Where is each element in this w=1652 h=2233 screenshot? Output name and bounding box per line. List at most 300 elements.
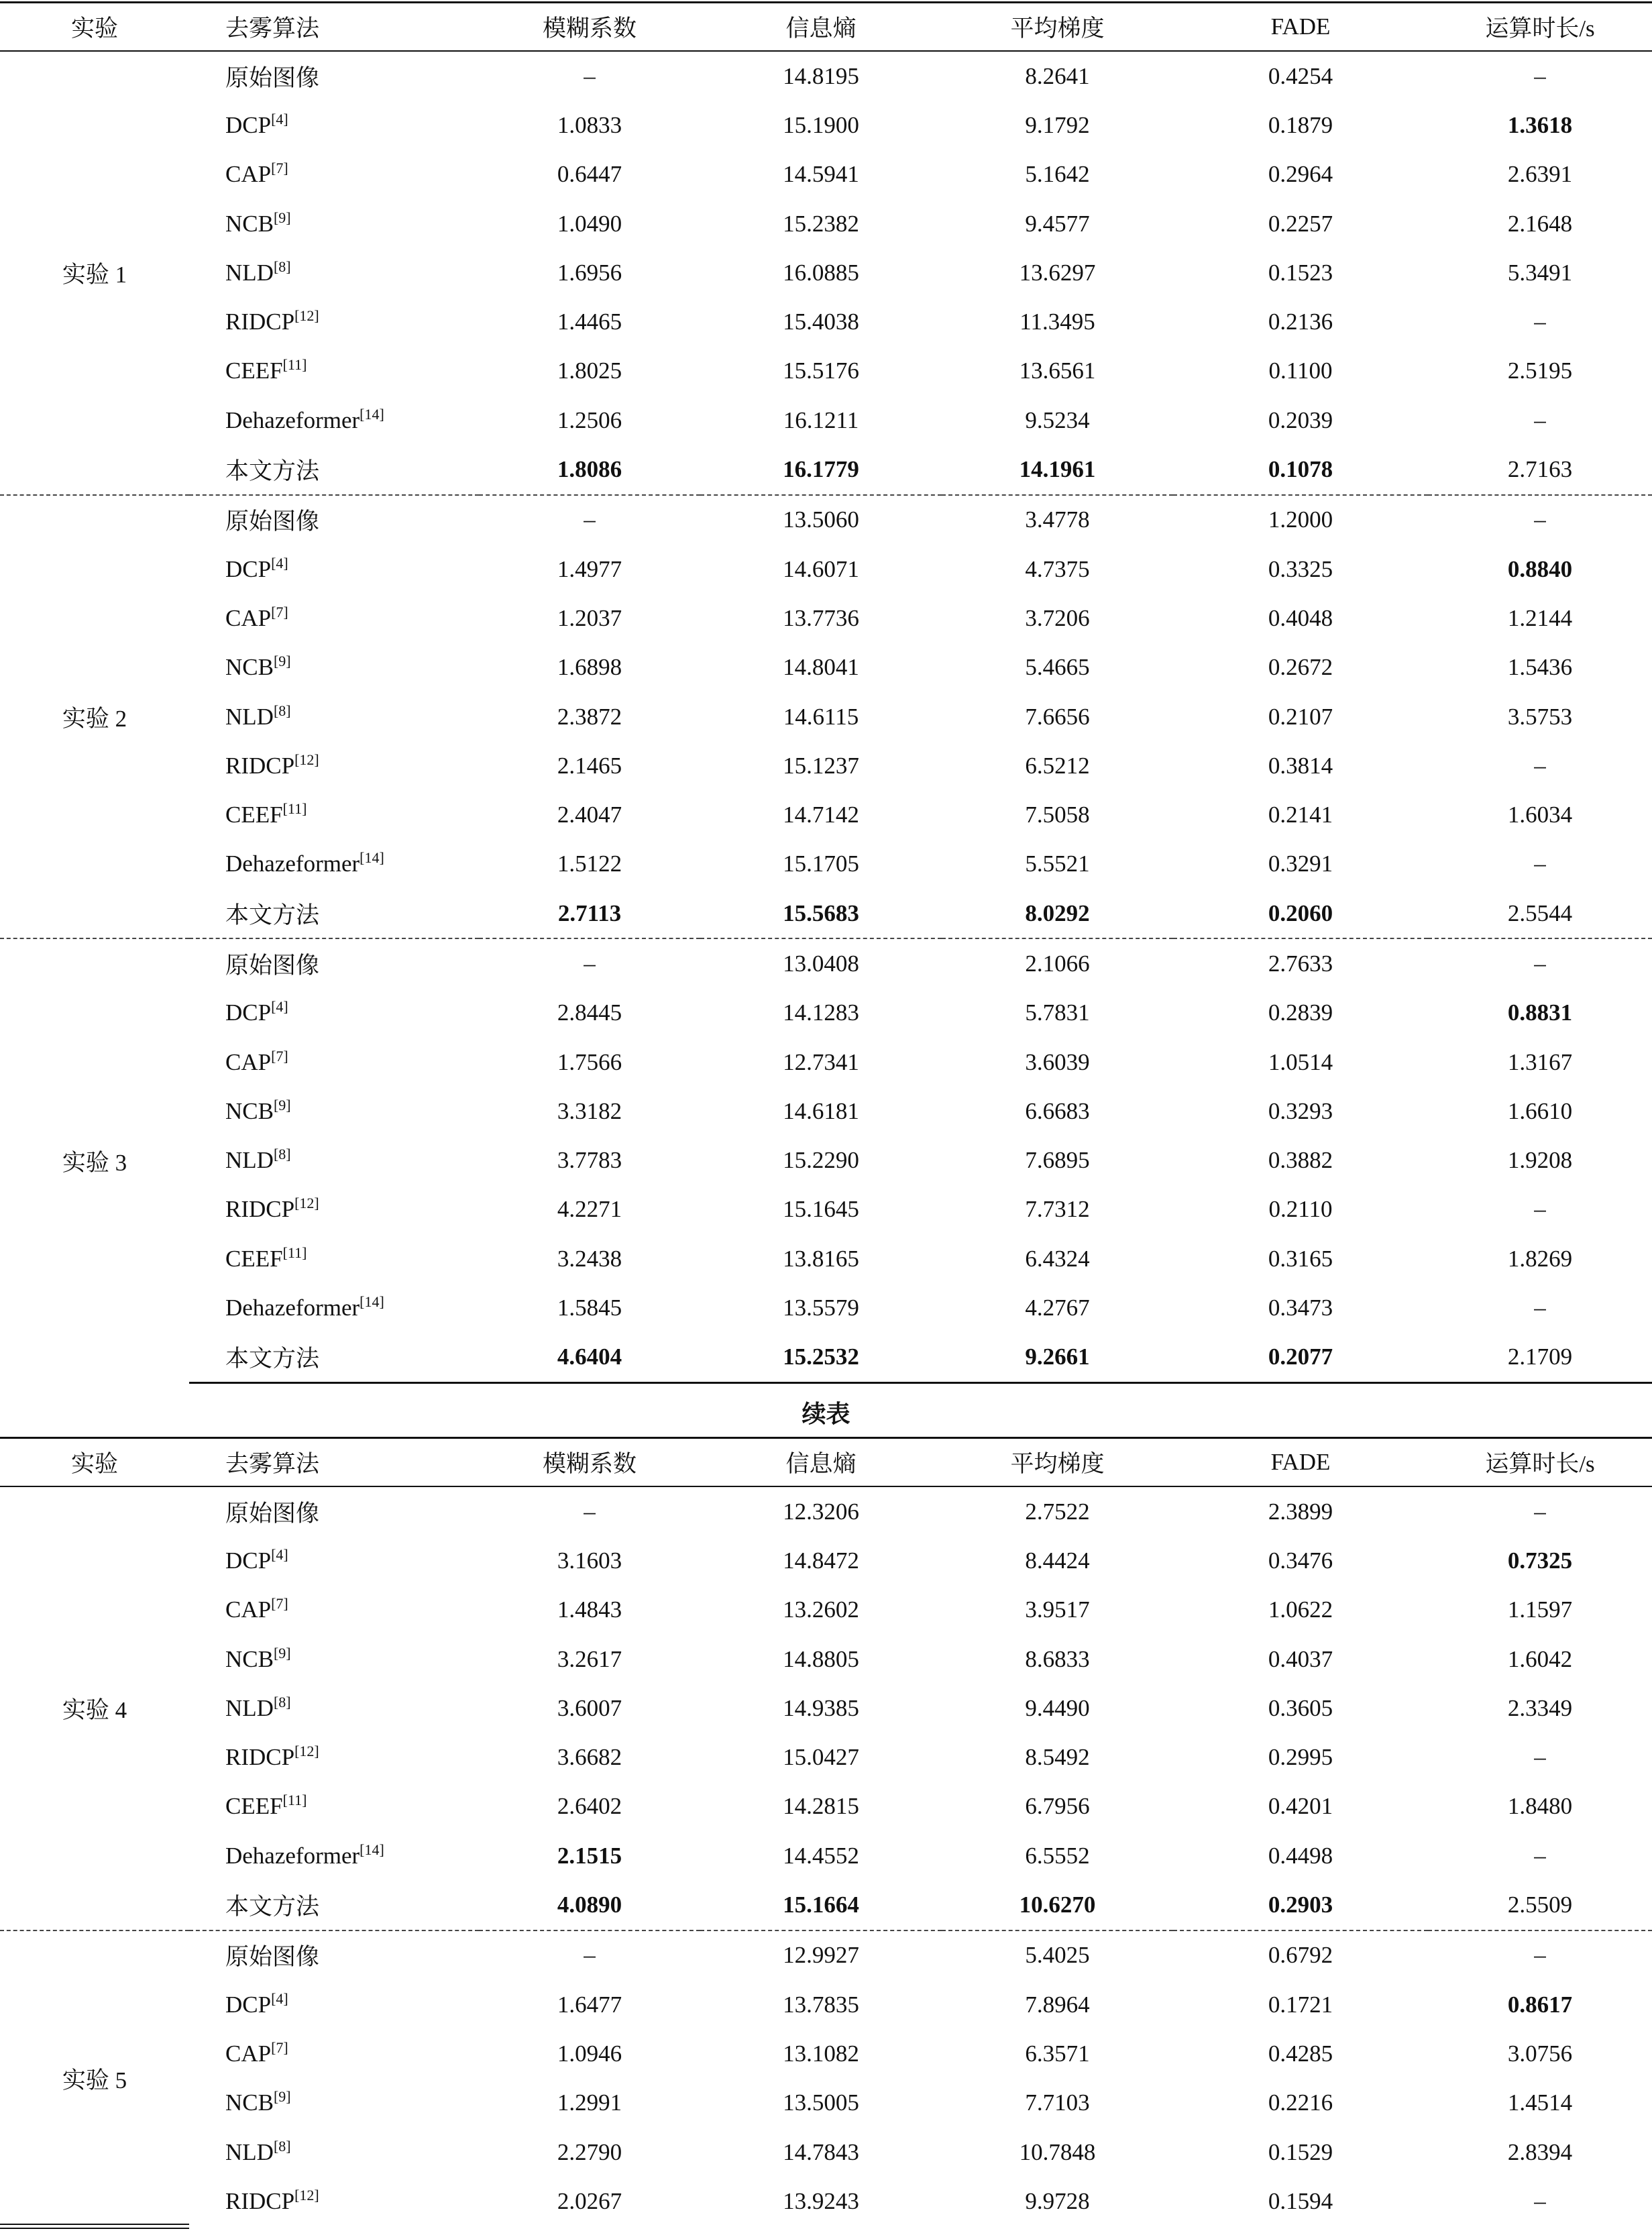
metric-cell: 1.6034	[1507, 802, 1573, 828]
column-header: 实验	[70, 15, 118, 42]
metric-cell: 14.6115	[783, 703, 859, 730]
metric-cell: –	[1534, 2187, 1546, 2214]
metric-cell: 14.5941	[783, 161, 859, 188]
column-header: FADE	[1270, 13, 1331, 40]
metric-cell: 5.4665	[1025, 654, 1090, 681]
table-row	[0, 150, 1652, 199]
algorithm-name	[189, 594, 479, 643]
metric-cell: –	[1534, 406, 1546, 433]
metric-cell: 14.8805	[783, 1645, 859, 1672]
metric-cell: 2.5544	[1507, 900, 1573, 926]
metric-cell: 2.6391	[1507, 161, 1573, 188]
citation-ref: [14]	[360, 849, 384, 867]
algorithm-name	[189, 938, 479, 988]
metric-cell: 11.3495	[1020, 309, 1095, 335]
metric-cell: 2.8394	[1507, 2138, 1573, 2165]
metric-cell: 3.1603	[557, 1547, 622, 1574]
algorithm-name	[189, 1234, 479, 1283]
table-row	[0, 790, 1652, 839]
table-row	[0, 1185, 1652, 1234]
algorithm-name	[189, 790, 479, 839]
metric-cell: 10.7848	[1019, 2138, 1096, 2165]
metric-cell	[1173, 1880, 1428, 1930]
metric-cell: 2.1465	[557, 752, 622, 779]
algorithm-name	[189, 2079, 479, 2128]
best-value: 15.1664	[783, 1892, 859, 1918]
header-row	[0, 3, 1652, 52]
citation-ref: [12]	[294, 2186, 319, 2203]
metric-cell	[700, 445, 942, 494]
metric-cell	[479, 1880, 700, 1930]
metric-cell: 1.8269	[1507, 1245, 1573, 1272]
table-row	[0, 989, 1652, 1038]
continued-caption: 续表	[802, 1401, 850, 1427]
metric-cell: 6.6683	[1025, 1097, 1090, 1124]
metric-cell: 5.7831	[1025, 999, 1090, 1026]
algorithm-label: RIDCP	[225, 1196, 295, 1223]
metric-cell	[479, 445, 700, 494]
metric-cell: 12.3206	[783, 1498, 859, 1525]
metric-cell: 14.8041	[783, 654, 859, 681]
best-value: 15.2532	[783, 1344, 859, 1370]
citation-ref: [9]	[273, 1644, 291, 1662]
table-row	[0, 1038, 1652, 1087]
metric-cell	[479, 1333, 700, 1383]
algorithm-label: Dehazeformer	[225, 406, 360, 433]
citation-ref: [9]	[273, 653, 291, 670]
column-header: 平均梯度	[1010, 15, 1105, 42]
table-row	[0, 1333, 1652, 1383]
metric-cell: 14.7142	[783, 802, 859, 828]
column-header: 信息熵	[785, 15, 857, 42]
metric-cell: 15.4038	[783, 309, 859, 335]
algorithm-label: NCB	[225, 2089, 274, 2116]
citation-ref: [12]	[294, 1195, 319, 1212]
algorithm-label: DCP	[225, 1991, 272, 2018]
citation-ref: [9]	[273, 2088, 291, 2106]
metric-cell: 1.2991	[557, 2089, 622, 2116]
metric-cell: 1.1597	[1507, 1596, 1573, 1623]
table-row	[0, 1733, 1652, 1782]
metric-cell: 3.9517	[1025, 1596, 1090, 1623]
metric-cell: 1.2144	[1507, 604, 1573, 631]
metric-cell: 0.3291	[1268, 851, 1333, 877]
citation-ref: [11]	[282, 1244, 307, 1261]
metric-cell: 1.6956	[557, 259, 622, 286]
metric-cell: 14.4552	[783, 1842, 859, 1869]
metric-cell: 15.1900	[783, 111, 859, 138]
table-row	[0, 938, 1652, 988]
metric-cell: 3.2438	[557, 1245, 622, 1272]
algorithm-label: NCB	[225, 1097, 274, 1124]
algorithm-name	[189, 1136, 479, 1185]
metric-cell: 0.2257	[1268, 210, 1333, 237]
citation-ref: [8]	[273, 1146, 291, 1163]
metric-cell: 0.2110	[1268, 1196, 1333, 1223]
citation-ref: [9]	[273, 209, 291, 226]
citation-ref: [7]	[271, 603, 288, 620]
metric-cell	[942, 1880, 1173, 1930]
best-value: 16.1779	[783, 456, 859, 483]
algorithm-name	[189, 989, 479, 1038]
metric-cell	[942, 889, 1173, 938]
algorithm-name	[189, 1486, 479, 1536]
algorithm-name	[189, 1586, 479, 1635]
metric-cell: 1.7566	[557, 1048, 622, 1075]
metric-cell: 0.2964	[1268, 161, 1333, 188]
metric-cell: 0.1721	[1268, 1991, 1333, 2018]
metric-cell: 6.5552	[1025, 1842, 1090, 1869]
citation-ref: [11]	[282, 356, 307, 374]
metric-cell	[1428, 1980, 1652, 2029]
citation-ref: [8]	[273, 1693, 291, 1710]
metric-cell: 2.1648	[1507, 210, 1573, 237]
metric-cell: 0.3473	[1268, 1295, 1333, 1321]
metric-cell: 13.6561	[1019, 358, 1096, 384]
metric-cell	[942, 1333, 1173, 1383]
best-value: 0.8831	[1507, 999, 1573, 1026]
metric-cell: 14.6181	[783, 1097, 859, 1124]
best-value: 2.7113	[557, 900, 622, 926]
metric-cell: 13.1082	[783, 2040, 859, 2067]
metric-cell: 1.0833	[557, 111, 622, 138]
table-body-1	[0, 51, 1652, 1383]
metric-cell: –	[1534, 62, 1546, 89]
algorithm-name	[189, 1635, 479, 1684]
algorithm-label: RIDCP	[225, 1744, 295, 1771]
metric-cell: 13.6297	[1019, 259, 1096, 286]
metric-cell: 0.3165	[1268, 1245, 1333, 1272]
best-value: 0.1078	[1268, 456, 1333, 483]
metric-cell: 0.1100	[1268, 358, 1333, 384]
metric-cell: 4.7375	[1025, 555, 1090, 582]
metric-cell: 16.1211	[783, 406, 859, 433]
metric-cell: 14.7843	[783, 2138, 859, 2165]
metric-cell: 1.0514	[1268, 1048, 1333, 1075]
algorithm-name	[189, 1185, 479, 1234]
table-row	[0, 396, 1652, 445]
metric-cell: 1.4514	[1507, 2089, 1573, 2116]
metric-cell	[700, 889, 942, 938]
table-row	[0, 1980, 1652, 2029]
column-header: 实验	[70, 1451, 118, 1477]
algorithm-name	[189, 2128, 479, 2177]
metric-cell: 3.7783	[557, 1147, 622, 1174]
algorithm-label: RIDCP	[225, 2187, 295, 2214]
metric-cell: 5.4025	[942, 1930, 1173, 1980]
table-row	[0, 1536, 1652, 1585]
metric-cell: 12.9927	[700, 1930, 942, 1980]
algorithm-label: 本文方法	[225, 458, 320, 485]
metric-cell: 2.5195	[1507, 358, 1573, 384]
metric-cell: 2.3872	[557, 703, 622, 730]
algorithm-name	[189, 840, 479, 889]
table-row	[0, 1234, 1652, 1283]
metric-cell: 7.7103	[1025, 2089, 1090, 2116]
metric-cell: 6.3571	[1025, 2040, 1090, 2067]
metric-cell: 9.5234	[1025, 406, 1090, 433]
table-row	[0, 1586, 1652, 1635]
algorithm-name	[189, 1880, 479, 1930]
table-row	[0, 594, 1652, 643]
algorithm-name	[189, 545, 479, 594]
metric-cell: 3.7206	[1025, 604, 1090, 631]
algorithm-label: 本文方法	[225, 902, 320, 928]
metric-cell: –	[1534, 1196, 1546, 1223]
table-row	[0, 1087, 1652, 1136]
metric-cell: 15.5176	[783, 358, 859, 384]
algorithm-label: 原始图像	[225, 1500, 320, 1527]
algorithm-name	[189, 396, 479, 445]
metric-cell: 2.3899	[1268, 1498, 1333, 1525]
metric-cell: 14.8472	[783, 1547, 859, 1574]
table-row	[0, 545, 1652, 594]
metric-cell	[1428, 545, 1652, 594]
metric-cell: 0.4254	[1268, 62, 1333, 89]
metric-cell: 2.4047	[557, 802, 622, 828]
best-value: 1.8086	[557, 456, 622, 483]
metric-cell	[700, 1333, 942, 1383]
algorithm-label: NLD	[225, 1694, 274, 1721]
table-row	[0, 2128, 1652, 2177]
citation-ref: [8]	[273, 258, 291, 275]
table-row	[0, 643, 1652, 692]
algorithm-label: CEEF	[225, 802, 283, 828]
citation-ref: [7]	[271, 1047, 288, 1065]
metric-cell	[1173, 445, 1428, 494]
algorithm-name	[189, 1733, 479, 1782]
metric-cell: 1.4465	[557, 309, 622, 335]
table-row	[0, 1283, 1652, 1332]
algorithm-name	[189, 297, 479, 346]
metric-cell: 1.4977	[557, 555, 622, 582]
citation-ref: [14]	[360, 405, 384, 423]
results-table-part2	[0, 1437, 1652, 2226]
best-value: 4.6404	[557, 1344, 622, 1370]
metric-cell: 1.8480	[1507, 1793, 1573, 1820]
algorithm-label: CEEF	[225, 358, 283, 384]
metric-cell: 2.2790	[557, 2138, 622, 2165]
citation-ref: [14]	[360, 1293, 384, 1311]
table-row	[0, 840, 1652, 889]
metric-cell: 0.2672	[1268, 654, 1333, 681]
table-row	[0, 1831, 1652, 1880]
metric-cell: 0.3325	[1268, 555, 1333, 582]
best-value: 14.1961	[1019, 456, 1096, 483]
metric-cell: 3.6039	[1025, 1048, 1090, 1075]
metric-cell: 3.2617	[557, 1645, 622, 1672]
algorithm-label: Dehazeformer	[225, 851, 360, 877]
best-value: 0.2903	[1268, 1892, 1333, 1918]
table-header-1	[0, 3, 1652, 52]
best-value: 0.2060	[1268, 900, 1333, 926]
metric-cell: 13.7736	[783, 604, 859, 631]
metric-cell: 15.1237	[783, 752, 859, 779]
metric-cell: 5.1642	[1025, 161, 1090, 188]
metric-cell: 2.1066	[942, 938, 1173, 988]
algorithm-label: NLD	[225, 703, 274, 730]
metric-cell: 1.2506	[557, 406, 622, 433]
metric-cell: –	[1534, 1498, 1546, 1525]
metric-cell: 0.1879	[1268, 111, 1333, 138]
algorithm-label: CEEF	[225, 1793, 283, 1820]
algorithm-name	[189, 1087, 479, 1136]
metric-cell: 13.5060	[700, 495, 942, 545]
metric-cell: 3.0756	[1507, 2040, 1573, 2067]
metric-cell: 9.9728	[1025, 2187, 1090, 2214]
metric-cell: 1.8025	[557, 358, 622, 384]
table-row	[0, 248, 1652, 297]
algorithm-name	[189, 2029, 479, 2078]
algorithm-label: DCP	[225, 111, 272, 138]
table-row	[0, 1880, 1652, 1930]
metric-cell: 0.2839	[1268, 999, 1333, 1026]
metric-cell: 2.5509	[1507, 1892, 1573, 1918]
algorithm-name	[189, 51, 479, 101]
metric-cell: –	[1534, 1295, 1546, 1321]
citation-ref: [8]	[273, 2137, 291, 2155]
metric-cell: 15.1645	[783, 1196, 859, 1223]
metric-cell: 1.0946	[557, 2040, 622, 2067]
metric-cell: 0.4037	[1268, 1645, 1333, 1672]
algorithm-label: 原始图像	[225, 952, 320, 979]
metric-cell: 14.2815	[783, 1793, 859, 1820]
metric-cell: 0.1529	[1268, 2138, 1333, 2165]
column-header: 运算时长/s	[1485, 1451, 1595, 1477]
best-value: 2.1515	[557, 1842, 622, 1869]
metric-cell: 16.0885	[783, 259, 859, 286]
citation-ref: [8]	[273, 702, 291, 719]
column-header: 去雾算法	[225, 15, 320, 42]
algorithm-name	[189, 1930, 479, 1980]
citation-ref: [7]	[271, 1595, 288, 1613]
algorithm-label: 原始图像	[225, 508, 320, 535]
metric-cell: 0.2216	[1268, 2089, 1333, 2116]
metric-cell	[700, 1880, 942, 1930]
table-row	[0, 1635, 1652, 1684]
algorithm-name	[189, 101, 479, 150]
metric-cell	[1428, 989, 1652, 1038]
metric-cell: 1.4843	[557, 1596, 622, 1623]
metric-cell: –	[479, 495, 700, 545]
experiment-label: 实验 3	[0, 938, 189, 1382]
metric-cell: –	[1428, 1930, 1652, 1980]
algorithm-label: 原始图像	[225, 1944, 320, 1971]
table-row	[0, 495, 1652, 545]
table-row	[0, 741, 1652, 790]
metric-cell: –	[1534, 309, 1546, 335]
metric-cell: –	[584, 1498, 596, 1525]
algorithm-name	[189, 1333, 479, 1383]
algorithm-label: DCP	[225, 999, 272, 1026]
metric-cell: 13.2602	[783, 1596, 859, 1623]
citation-ref: [4]	[271, 554, 288, 571]
algorithm-name	[189, 643, 479, 692]
metric-cell: 4.2271	[557, 1196, 622, 1223]
metric-cell: 15.0427	[783, 1744, 859, 1771]
metric-cell	[1428, 101, 1652, 150]
metric-cell: 15.2290	[783, 1147, 859, 1174]
metric-cell: 3.3182	[557, 1097, 622, 1124]
metric-cell: 1.0622	[1268, 1596, 1333, 1623]
metric-cell: 0.3293	[1268, 1097, 1333, 1124]
metric-cell: 5.3491	[1507, 259, 1573, 286]
citation-ref: [7]	[271, 2038, 288, 2056]
metric-cell	[1428, 1536, 1652, 1585]
table-row	[0, 101, 1652, 150]
metric-cell: –	[1534, 1842, 1546, 1869]
metric-cell: 0.2995	[1268, 1744, 1333, 1771]
column-header: 模糊系数	[542, 1451, 637, 1477]
metric-cell: 1.6042	[1507, 1645, 1573, 1672]
table-row	[0, 445, 1652, 494]
metric-cell: 9.4490	[1025, 1694, 1090, 1721]
algorithm-label: DCP	[225, 555, 272, 582]
metric-cell: –	[1428, 495, 1652, 545]
metric-cell: 13.5579	[783, 1295, 859, 1321]
table-row	[0, 1136, 1652, 1185]
algorithm-label: Dehazeformer	[225, 1295, 360, 1321]
header-row	[0, 1438, 1652, 1487]
best-value: 0.7325	[1507, 1547, 1573, 1574]
table-row	[0, 889, 1652, 938]
metric-cell: 0.6792	[1173, 1930, 1428, 1980]
table-row	[0, 297, 1652, 346]
algorithm-label: NLD	[225, 259, 274, 286]
metric-cell: 0.4048	[1268, 604, 1333, 631]
metric-cell: 2.6402	[557, 1793, 622, 1820]
metric-cell: 0.2136	[1268, 309, 1333, 335]
metric-cell: 5.5521	[1025, 851, 1090, 877]
metric-cell	[1173, 1333, 1428, 1383]
results-table-part1	[0, 1, 1652, 1384]
algorithm-label: 本文方法	[225, 1894, 320, 1920]
metric-cell: 3.4778	[942, 495, 1173, 545]
metric-cell: 0.3882	[1268, 1147, 1333, 1174]
metric-cell: 3.6007	[557, 1694, 622, 1721]
metric-cell: 0.4201	[1268, 1793, 1333, 1820]
algorithm-label: CEEF	[225, 1245, 283, 1272]
column-header: 运算时长/s	[1485, 15, 1595, 42]
algorithm-label: NLD	[225, 2138, 274, 2165]
citation-ref: [12]	[294, 1743, 319, 1760]
metric-cell: –	[1534, 1744, 1546, 1771]
metric-cell: 8.2641	[1025, 62, 1090, 89]
best-value: 0.2077	[1268, 1344, 1333, 1370]
experiment-label: 实验 4	[62, 1696, 127, 1723]
table-row	[0, 692, 1652, 741]
metric-cell: 1.5122	[557, 851, 622, 877]
algorithm-label: 原始图像	[225, 64, 320, 91]
algorithm-name	[189, 199, 479, 248]
metric-cell: 13.5005	[783, 2089, 859, 2116]
citation-ref: [12]	[294, 307, 319, 325]
algorithm-label: RIDCP	[225, 752, 295, 779]
table-row	[0, 2177, 1652, 2226]
algorithm-name	[189, 248, 479, 297]
algorithm-name	[189, 1038, 479, 1087]
citation-ref: [11]	[282, 800, 307, 818]
citation-ref: [11]	[282, 1792, 307, 1809]
experiment-label: 实验 2	[0, 495, 189, 939]
algorithm-name	[189, 1536, 479, 1585]
metric-cell: 3.5753	[1507, 703, 1573, 730]
algorithm-name	[189, 889, 479, 938]
metric-cell: 0.3605	[1268, 1694, 1333, 1721]
algorithm-name	[189, 445, 479, 494]
metric-cell: –	[479, 938, 700, 988]
metric-cell: 7.6895	[1025, 1147, 1090, 1174]
